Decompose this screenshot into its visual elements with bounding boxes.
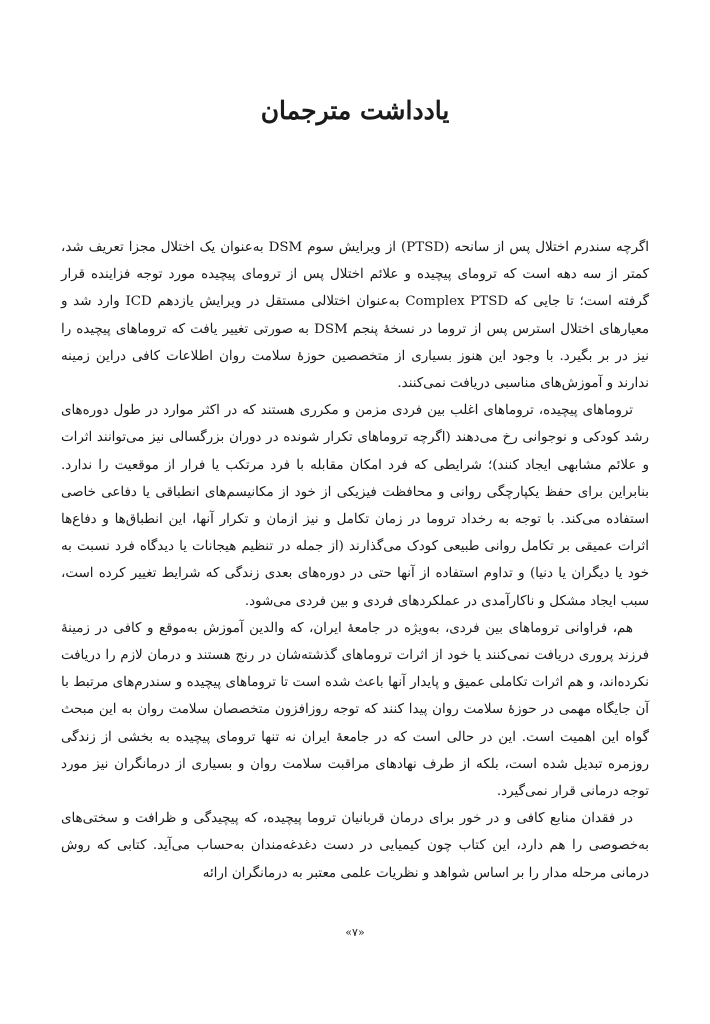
paragraph-2: تروماهای پیچیده، تروماهای اغلب بین فردی مزمن و مکرری هستند که در اکثر موارد در طول دوره‌های رشد کودکی و نوجوانی رخ می‌دهند (اگرچه تروماهای تکرار شونده در دوران بزرگسالی نیز می‌توانند اثرات و علائم مشابهی ایجاد کنند)؛ شرایطی که فرد امکان مقابله با فرد مرتکب یا فرار از موقعیت را ندارد. بنابراین برای حفظ یکپارچگی روانی و محافظت فیزیکی از خود از مکانیسم‌های انطباقی یا دفاعی خاصی استفاده می‌کند. با توجه به رخداد تروما در زمان تکامل و نیز ازمان و تکرار آنها، این انطباق‌ها و دفاع‌ها اثرات عمیقی بر تکامل روانی طبیعی کودک می‌گذارند (از جمله در تنظیم هیجانات یا دیدگاه فرد نسبت به خود یا دیگران یا دنیا) و تداوم استفاده از آنها حتی در دوره‌های بعدی زندگی که شرایط تغییر کرده است، سبب ایجاد مشکل و ناکارآمدی در عملکردهای فردی و بین فردی می‌شود. [61,403,649,609]
page-title: یادداشت مترجمان [260,96,450,125]
paragraph-3: هم، فراوانی تروماهای بین فردی، به‌ویژه در جامعهٔ ایران، که والدین آموزش به‌موقع و کافی در زمینهٔ فرزند پروری دریافت نمی‌کنند یا خود از اثرات تروماهای گذشته‌شان در رنج هستند و درمان لازم را دریافت نکرده‌اند، و هم اثرات تکاملی عمیق و پایدار آنها باعث شده است تا تروماهای پیچیده و سندرم‌های مرتبط با آن جایگاه مهمی در حوزهٔ سلامت روان پیدا کنند که توجه روزافزون متخصصان سلامت روان به این مبحث گواه این اهمیت است. این در حالی است که در جامعهٔ ایران نه تنها تروماى پیچیده به بخشی از زندگی روزمره تبدیل شده است، بلکه از طرف نهادهای مراقبت سلامت روان و بسیاری از درمانگران نیز مورد توجه درمانی قرار نمی‌گیرد. [61,620,649,800]
page-number: «۷» [345,926,365,939]
paragraph-1: اگرچه سندرم اختلال پس از سانحه (PTSD) از ویرایش سوم DSM به‌عنوان یک اختلال مجزا تعریف شد، کمتر از سه دهه است که تروماى پیچیده و علائم اختلال پس از تروماى پیچیده مورد توجه فزاینده قرار گرفته است؛ تا جایی که Complex PTSD به‌عنوان اختلالی مستقل در ویرایش یازدهم ICD وارد شد و معیارهای اختلال استرس پس از تروما در نسخهٔ پنجم DSM به صورتی تغییر یافت که تروماهای پیچیده را نیز در بر بگیرد. با وجود این هنوز بسیاری از متخصصین حوزهٔ سلامت روان اطلاعات کافی دراین زمینه ندارند و آموزش‌های مناسبی دریافت نمی‌کنند. [61,240,649,392]
paragraph-4: در فقدان منابع کافی و در خور برای درمان قربانیان تروما پیچیده، که پیچیدگی و ظرافت و سختی‌های به‌خصوصی را هم دارد، این کتاب چون کیمیایی در دست دغدغه‌مندان به‌حساب می‌آید. کتابی که روش درمانی مرحله مدار را بر اساس شواهد و نظریات علمی معتبر به درمانگران ارائه [61,811,649,881]
body-text [61,234,649,887]
